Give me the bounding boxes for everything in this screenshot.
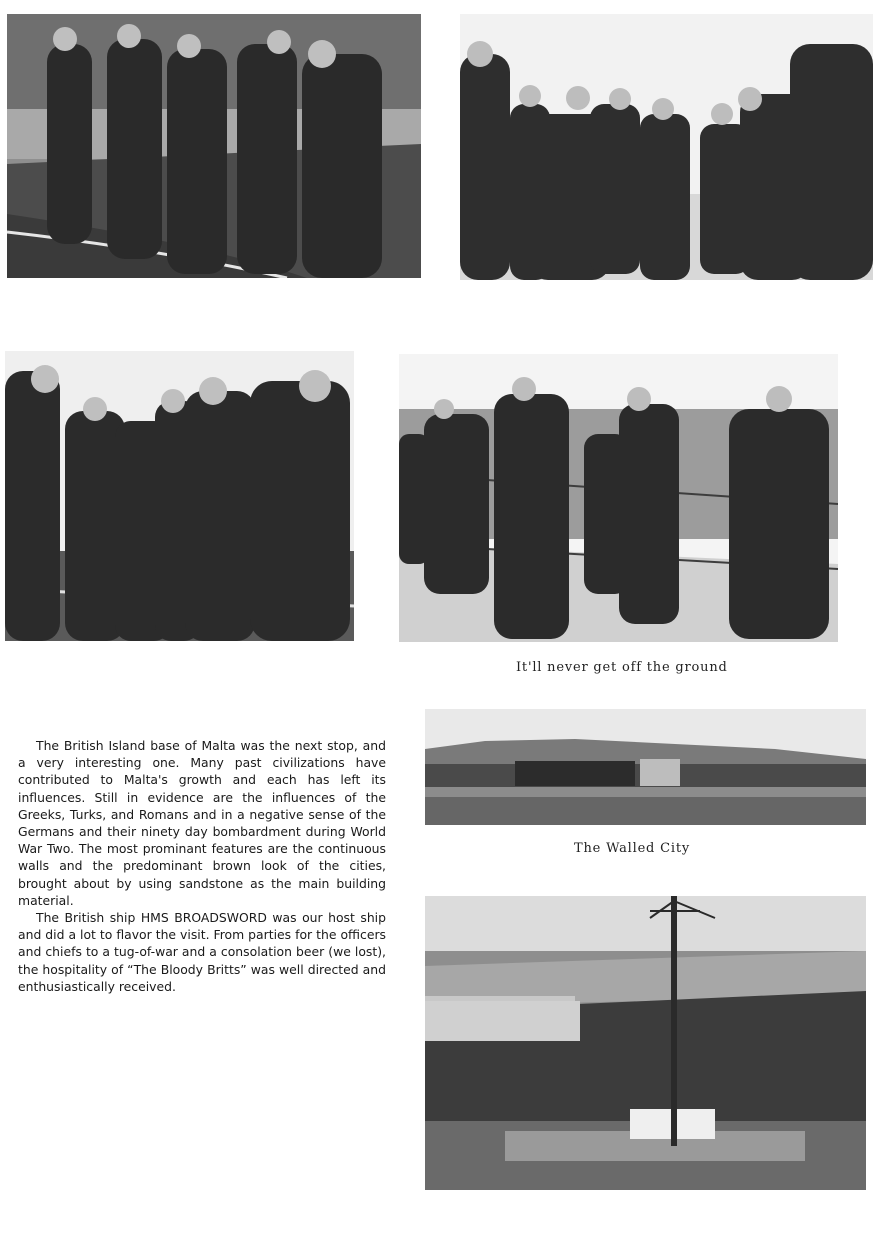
article-paragraph-2: The British ship HMS BROADSWORD was our host ship and did a lot to flavor the visit. From parties for the officers and chiefs to a tug-of-war and a consolation beer (we lost), the hospitality of “The Bloody Britts” was well directed and enthusiastically received. <box>18 910 386 994</box>
photo-dancers-middle-left <box>5 351 354 641</box>
harbor-skyline-photo-icon <box>425 709 866 825</box>
sailors-dancing-photo-icon <box>5 351 354 641</box>
sailors-dancing-photo-icon <box>399 354 838 642</box>
photo-walled-city <box>425 709 866 825</box>
photo-harbor-mast <box>425 896 866 1190</box>
photo-dancers-top-left <box>7 14 421 278</box>
caption-walled-city: The Walled City <box>574 841 690 856</box>
article-paragraph-1: The British Island base of Malta was the next stop, and a very interesting one. Many past civilizations have contributed to Malta's growth and each has left its influences. Still in evidence are the influences of the Greeks, Turks, and Romans and in a negative sense of the Germans and their ninety day bombardment during World War Two. The most prominant features are the continuous walls and the predominant brown look of the cities, brought about by using sandstone as the main building material. <box>18 738 386 908</box>
harbor-mast-photo-icon <box>425 896 866 1190</box>
caption-dance: It'll never get off the ground <box>516 660 728 675</box>
sailors-dancing-photo-icon <box>460 14 873 280</box>
article-body <box>18 737 386 995</box>
photo-dancers-top-right <box>460 14 873 280</box>
sailors-dancing-photo-icon <box>7 14 421 278</box>
photo-dancers-middle-right <box>399 354 838 642</box>
